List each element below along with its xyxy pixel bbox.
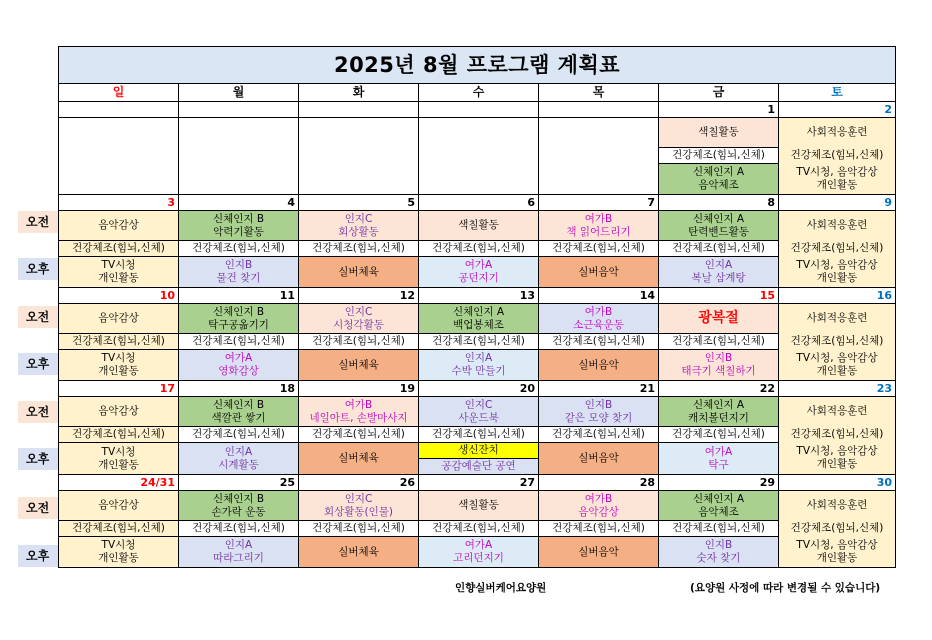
activity-detail: 손가락 운동 (211, 505, 266, 518)
date-cell: 16 (779, 288, 896, 304)
date-cell (299, 102, 419, 118)
activity-cell (59, 350, 179, 381)
date-cell: 3 (59, 195, 179, 211)
exercise-cell: 건강체조(힘뇌,신체) (779, 241, 896, 257)
exercise-cell: 건강체조(힘뇌,신체) (779, 427, 896, 443)
date-cell: 1 (659, 102, 779, 118)
activity-title: TV시청, 음악감상 (796, 538, 878, 551)
am-label: 오전 (18, 211, 58, 233)
activity-cell: 실버음악 (539, 350, 659, 381)
activity-title: 인지A (224, 539, 253, 551)
date-cell: 28 (539, 475, 659, 491)
exercise-cell: 건강체조(힘뇌,신체) (659, 241, 779, 257)
am-label: 오전 (18, 497, 58, 519)
activity-cell (419, 350, 539, 381)
activity-detail: 음악체조 (698, 505, 739, 518)
activity-cell: 실버체육 (299, 443, 419, 475)
activity-detail: 개인활동 (816, 551, 858, 564)
activity-cell (539, 211, 659, 241)
exercise-cell: 건강체조(힘뇌,신체) (179, 427, 299, 443)
activity-cell (539, 304, 659, 334)
exercise-cell: 건강체조(힘뇌,신체) (59, 241, 179, 257)
date-cell: 25 (179, 475, 299, 491)
date-cell: 23 (779, 381, 896, 397)
date-cell: 5 (299, 195, 419, 211)
activity-title: TV시청, 음악감상 (796, 351, 878, 364)
activity-detail: 따라그리기 (213, 552, 264, 564)
date-cell: 2 (779, 102, 896, 118)
activity-detail: 개인활동 (816, 458, 858, 471)
activity-cell (539, 397, 659, 427)
activity-detail: 수박 만들기 (451, 365, 506, 377)
activity-detail: 개인활동 (98, 458, 139, 471)
activity-detail: 개인활동 (98, 365, 139, 377)
activity-title: 인지C (344, 492, 373, 505)
weekday-sun: 일 (59, 84, 179, 102)
activity-detail: 개인활동 (816, 178, 858, 191)
exercise-cell: 건강체조(힘뇌,신체) (659, 427, 779, 443)
birthday-cell (419, 443, 539, 475)
activity-detail: 같은 모양 찾기 (564, 411, 633, 424)
exercise-cell: 건강체조(힘뇌,신체) (59, 521, 179, 537)
date-cell (179, 102, 299, 118)
activity-detail: 탁구공옮기기 (208, 318, 269, 331)
activity-cell (419, 304, 539, 334)
activity-cell (179, 350, 299, 381)
activity-detail: 고리던지기 (453, 552, 504, 564)
activity-detail: 공던지기 (458, 272, 499, 284)
activity-title: 신체인지 A (692, 212, 745, 225)
activity-detail: 네일아트, 손발마사지 (309, 411, 408, 424)
activity-detail: 음악체조 (698, 179, 739, 191)
activity-title: 여가A (704, 445, 733, 458)
performance-label: 공감예술단 공연 (419, 459, 538, 474)
activity-cell: 색칠활동 (419, 211, 539, 241)
activity-detail: 소근육운동 (573, 318, 624, 331)
weekday-fri: 금 (659, 84, 779, 102)
date-cell: 27 (419, 475, 539, 491)
activity-cell: 사회적응훈련 (779, 211, 896, 241)
date-cell: 21 (539, 381, 659, 397)
exercise-cell: 건강체조(힘뇌,신체) (299, 241, 419, 257)
activity-title: 여가A (224, 352, 253, 364)
activity-title: 신체인지 B (212, 492, 265, 505)
activity-detail: 회상활동 (338, 225, 379, 238)
activity-cell: 실버음악 (539, 257, 659, 288)
activity-cell (779, 164, 896, 195)
exercise-cell: 건강체조(힘뇌,신체) (179, 521, 299, 537)
activity-title: 인지C (344, 305, 373, 318)
calendar-table (58, 46, 896, 568)
activity-title: 신체인지 B (212, 398, 265, 411)
weekday-thu: 목 (539, 84, 659, 102)
activity-detail: 개인활동 (816, 364, 858, 377)
activity-detail: 백업봉체조 (453, 318, 504, 331)
activity-title: 신체인지 A (452, 305, 505, 318)
activity-title: 신체인지 A (692, 492, 745, 505)
activity-cell (659, 443, 779, 475)
activity-title: 인지B (704, 539, 733, 551)
activity-cell (659, 164, 779, 195)
activity-title: 인지C (344, 212, 373, 225)
activity-detail: 회상활동(인물) (323, 505, 394, 518)
exercise-cell: 건강체조(힘뇌,신체) (539, 241, 659, 257)
facility-name: 인향실버케어요양원 (455, 582, 547, 594)
weekday-wed: 수 (419, 84, 539, 102)
activity-title: 여가B (584, 305, 613, 318)
activity-cell (299, 491, 419, 521)
activity-cell (59, 257, 179, 288)
activity-cell: 색칠활동 (419, 491, 539, 521)
activity-cell: 사회적응훈련 (779, 118, 896, 148)
am-label: 오전 (18, 401, 58, 423)
activity-cell (179, 491, 299, 521)
activity-title: TV시청 (101, 352, 136, 364)
activity-detail: 복날 삼계탕 (691, 272, 746, 284)
activity-title: TV시청, 음악감상 (796, 258, 878, 271)
empty-cell (179, 118, 299, 195)
activity-title: 여가B (584, 492, 613, 505)
activity-detail: 숫자 찾기 (696, 552, 741, 564)
activity-detail: 사운드북 (458, 411, 499, 424)
activity-cell (659, 350, 779, 381)
exercise-cell: 건강체조(힘뇌,신체) (659, 148, 779, 164)
date-cell: 6 (419, 195, 539, 211)
activity-title: 여가A (464, 259, 493, 271)
activity-detail: 개인활동 (98, 272, 139, 284)
activity-cell: 사회적응훈련 (779, 491, 896, 521)
activity-cell (179, 211, 299, 241)
activity-cell: 실버체육 (299, 257, 419, 288)
date-cell: 4 (179, 195, 299, 211)
exercise-cell: 건강체조(힘뇌,신체) (59, 427, 179, 443)
activity-detail: 물건 찾기 (216, 272, 261, 284)
empty-cell (539, 118, 659, 195)
exercise-cell: 건강체조(힘뇌,신체) (419, 521, 539, 537)
activity-cell: 음악감상 (59, 211, 179, 241)
activity-title: TV시청 (101, 445, 136, 458)
date-cell: 10 (59, 288, 179, 304)
date-cell: 18 (179, 381, 299, 397)
activity-title: 인지B (704, 352, 733, 364)
activity-detail: 악력기활동 (213, 225, 264, 238)
week3-dates (59, 288, 896, 304)
activity-cell (299, 397, 419, 427)
activity-cell (659, 537, 779, 568)
activity-cell (659, 397, 779, 427)
exercise-cell: 건강체조(힘뇌,신체) (299, 334, 419, 350)
activity-title: 인지A (704, 259, 733, 271)
activity-title: 신체인지 B (212, 305, 265, 318)
week1-dates (59, 102, 896, 118)
date-cell: 17 (59, 381, 179, 397)
exercise-cell: 건강체조(힘뇌,신체) (779, 521, 896, 537)
activity-detail: 색깔관 쌓기 (211, 411, 266, 424)
activity-cell (179, 257, 299, 288)
activity-detail: 개인활동 (816, 271, 858, 284)
date-cell (539, 102, 659, 118)
activity-title: 여가B (584, 212, 613, 225)
empty-cell (59, 118, 179, 195)
exercise-cell: 건강체조(힘뇌,신체) (299, 521, 419, 537)
activity-cell: 사회적응훈련 (779, 397, 896, 427)
weekday-sat: 토 (779, 84, 896, 102)
date-cell (419, 102, 539, 118)
activity-detail: 영화감상 (218, 365, 259, 377)
exercise-cell: 건강체조(힘뇌,신체) (419, 334, 539, 350)
activity-detail: 시계활동 (218, 458, 259, 471)
activity-cell (779, 537, 896, 568)
activity-cell (659, 211, 779, 241)
activity-cell (299, 211, 419, 241)
date-cell: 15 (659, 288, 779, 304)
activity-cell: 실버체육 (299, 350, 419, 381)
activity-cell (59, 537, 179, 568)
activity-detail: 시청각활동 (333, 318, 384, 331)
date-cell: 7 (539, 195, 659, 211)
exercise-cell: 건강체조(힘뇌,신체) (659, 521, 779, 537)
activity-cell: 음악감상 (59, 491, 179, 521)
activity-cell (59, 443, 179, 475)
exercise-cell: 건강체조(힘뇌,신체) (179, 241, 299, 257)
activity-cell (779, 257, 896, 288)
activity-detail: 음악감상 (578, 505, 619, 518)
exercise-cell: 건강체조(힘뇌,신체) (419, 427, 539, 443)
activity-title: 인지A (224, 445, 253, 458)
activity-title: 인지C (464, 398, 493, 411)
activity-cell (299, 304, 419, 334)
date-cell: 30 (779, 475, 896, 491)
pm-label: 오후 (18, 258, 58, 280)
activity-cell (179, 304, 299, 334)
date-cell: 11 (179, 288, 299, 304)
activity-cell: 실버음악 (539, 443, 659, 475)
activity-cell (659, 257, 779, 288)
exercise-cell: 건강체조(힘뇌,신체) (779, 334, 896, 350)
activity-cell (779, 443, 896, 475)
weekday-tue: 화 (299, 84, 419, 102)
activity-cell: 음악감상 (59, 304, 179, 334)
date-cell: 19 (299, 381, 419, 397)
pm-label: 오후 (18, 448, 58, 470)
activity-cell: 음악감상 (59, 397, 179, 427)
week5-dates (59, 475, 896, 491)
week2-dates (59, 195, 896, 211)
activity-title: 신체인지 A (692, 398, 745, 411)
empty-cell (419, 118, 539, 195)
date-cell: 14 (539, 288, 659, 304)
weekday-mon: 월 (179, 84, 299, 102)
activity-detail: 캐치볼던지기 (688, 411, 749, 424)
am-label: 오전 (18, 306, 58, 328)
activity-title: 신체인지 B (212, 212, 265, 225)
date-cell: 8 (659, 195, 779, 211)
activity-title: TV시청, 음악감상 (796, 445, 878, 458)
date-cell (59, 102, 179, 118)
activity-cell (179, 397, 299, 427)
exercise-cell: 건강체조(힘뇌,신체) (539, 427, 659, 443)
holiday-cell: 광복절 (659, 304, 779, 334)
activity-title: 신체인지 A (692, 166, 745, 178)
exercise-cell: 건강체조(힘뇌,신체) (779, 148, 896, 164)
pm-label: 오후 (18, 353, 58, 375)
activity-detail: 책 읽어드리기 (566, 225, 631, 238)
activity-title: 인지B (584, 398, 613, 411)
week4-dates (59, 381, 896, 397)
date-cell: 26 (299, 475, 419, 491)
activity-cell (539, 491, 659, 521)
activity-title: 인지B (224, 259, 253, 271)
activity-title: TV시청 (101, 539, 136, 551)
activity-title: 인지A (464, 352, 493, 364)
weekday-header (59, 84, 896, 102)
activity-detail: 개인활동 (98, 552, 139, 564)
activity-cell (779, 350, 896, 381)
date-cell: 29 (659, 475, 779, 491)
empty-cell (299, 118, 419, 195)
activity-cell (179, 537, 299, 568)
page-title: 2025년 8월 프로그램 계획표 (59, 47, 896, 84)
activity-title: TV시청 (101, 259, 136, 271)
activity-title: TV시청, 음악감상 (796, 165, 878, 178)
activity-title: 여가A (464, 539, 493, 551)
date-cell: 12 (299, 288, 419, 304)
date-cell: 20 (419, 381, 539, 397)
activity-detail: 탁구 (708, 458, 729, 471)
activity-cell: 실버음악 (539, 537, 659, 568)
activity-cell: 사회적응훈련 (779, 304, 896, 334)
exercise-cell: 건강체조(힘뇌,신체) (539, 521, 659, 537)
date-cell: 13 (419, 288, 539, 304)
activity-cell (179, 443, 299, 475)
exercise-cell: 건강체조(힘뇌,신체) (299, 427, 419, 443)
activity-cell (419, 537, 539, 568)
pm-label: 오후 (18, 545, 58, 567)
activity-cell: 색칠활동 (659, 118, 779, 148)
birthday-party-label: 생신잔치 (419, 443, 538, 459)
activity-detail: 탄력밴드활동 (688, 225, 749, 238)
change-notice: (요양원 사정에 따라 변경될 수 있습니다) (690, 582, 881, 594)
activity-detail: 태극기 색칠하기 (681, 365, 756, 377)
activity-title: 여가B (344, 398, 373, 411)
activity-cell (419, 257, 539, 288)
exercise-cell: 건강체조(힘뇌,신체) (659, 334, 779, 350)
exercise-cell: 건강체조(힘뇌,신체) (179, 334, 299, 350)
date-cell: 22 (659, 381, 779, 397)
date-cell: 9 (779, 195, 896, 211)
activity-cell: 실버체육 (299, 537, 419, 568)
date-cell: 24/31 (59, 475, 179, 491)
exercise-cell: 건강체조(힘뇌,신체) (59, 334, 179, 350)
exercise-cell: 건강체조(힘뇌,신체) (419, 241, 539, 257)
exercise-cell: 건강체조(힘뇌,신체) (539, 334, 659, 350)
activity-cell (419, 397, 539, 427)
activity-cell (659, 491, 779, 521)
